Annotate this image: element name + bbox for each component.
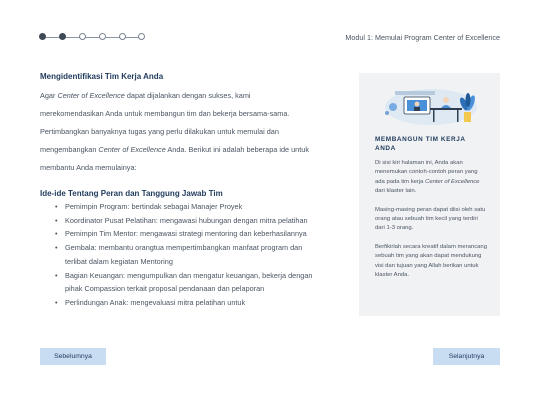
list-item: • Pemimpin Program: bertindak sebagai Manajer Proyek: [55, 200, 315, 214]
panel-title: MEMBANGUN TIM KERJA ANDA: [375, 136, 466, 152]
module-title: Modul 1: Memulai Program Center of Excellence: [345, 33, 500, 42]
panel-paragraph-1: Di sisi kiri halaman ini, Anda akan menemukan contoh-contoh peran yang ada pada tim kerja Center of Excellence dari klaster lain.: [375, 160, 480, 195]
roles-subheading: Ide-ide Tentang Peran dan Tanggung Jawab Tim: [40, 189, 223, 198]
main-content: [40, 72, 315, 310]
list-item: • Perlindungan Anak: mengevaluasi mitra pelatihan untuk: [55, 296, 315, 310]
list-item: • Pemimpin Tim Mentor: mengawasi strategi mentoring dan keberhasilannya: [55, 227, 315, 241]
progress-step-3: [79, 33, 86, 40]
list-item: • Koordinator Pusat Pelatihan: mengawasi hubungan dengan mitra pelatihan: [55, 214, 315, 228]
next-button[interactable]: Selanjutnya: [433, 348, 500, 365]
progress-step-1: [39, 33, 46, 40]
progress-step-6: [138, 33, 145, 40]
roles-list: [40, 200, 315, 310]
panel-paragraph-3: Berfikirlah secara kreatif dalam merancang sebuah tim yang akan dapat mendukung visi dan tujuan yang Allah berikan untuk klaster Anda.: [375, 243, 487, 279]
section-heading: Mengidentifikasi Tim Kerja Anda: [40, 72, 164, 81]
list-item: • Gembala: membantu orangtua mempertimbangkan manfaat program dan terlibat dalam kegiatan Mentoring: [55, 241, 315, 268]
info-panel: [359, 73, 500, 316]
previous-button[interactable]: Sebelumnya: [40, 348, 106, 365]
progress-stepper: [39, 33, 145, 41]
intro-paragraph: Agar Center of Excellence dapat dijalankan dengan sukses, kami merekomendasikan Anda untuk membangun tim dan bekerja bersama-sama. Pertimbangkan banyaknya tugas yang perlu dilakukan untuk memulai dan mengembangkan Center of Excellence Anda. Berikut ini adalah beberapa ide untuk membantu Anda memulainya:: [40, 91, 309, 172]
panel-paragraph-2: Masing-masing peran dapat diisi oleh satu orang atau sebuah tim kecil yang terdiri dari 1-3 orang.: [375, 206, 486, 232]
progress-step-5: [119, 33, 126, 40]
panel-body: [375, 159, 487, 289]
progress-step-2: [59, 33, 66, 40]
team-meeting-illustration: [371, 77, 489, 127]
list-item: • Bagian Keuangan: mengumpulkan dan mengatur keuangan, bekerja dengan pihak Compassion terkait proposal pendanaan dan pelaporan: [55, 269, 315, 296]
progress-step-4: [99, 33, 106, 40]
progress-line: [41, 37, 143, 38]
